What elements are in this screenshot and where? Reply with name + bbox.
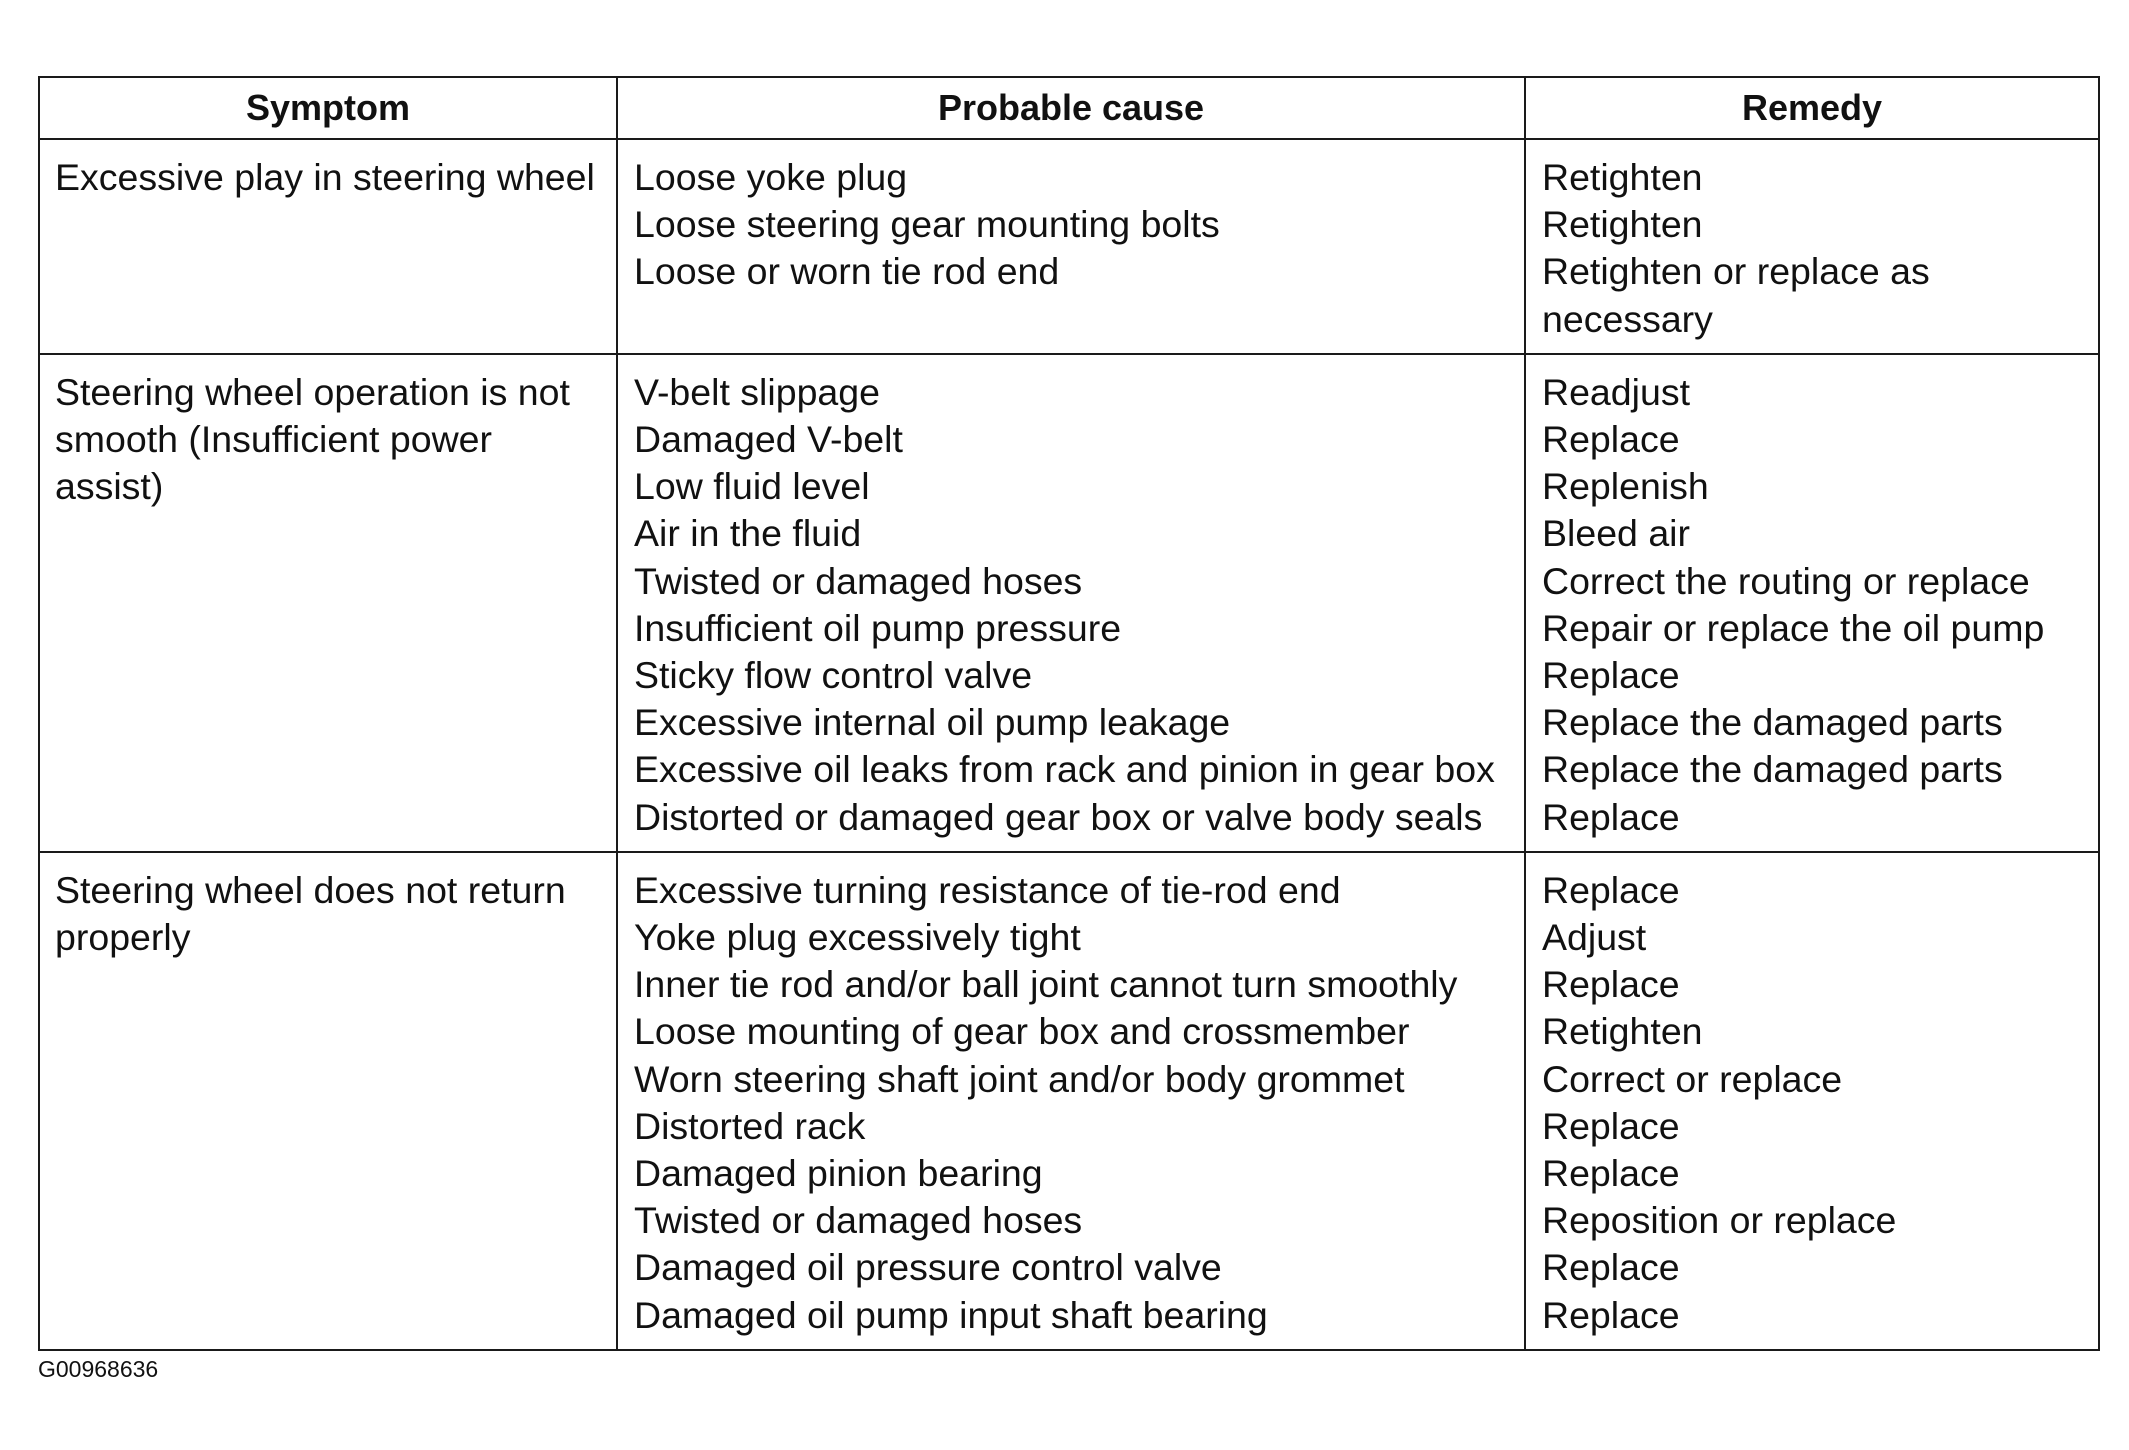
remedy-cell [1525, 354, 2099, 852]
table-row [39, 852, 2099, 1350]
cause-item: Damaged V-belt [634, 418, 903, 461]
remedy-item: Replace [1542, 1246, 1680, 1289]
header-symptom: Symptom [39, 77, 617, 139]
remedy-item: Adjust [1542, 916, 1647, 959]
cause-item: Damaged pinion bearing [634, 1152, 1043, 1195]
cause-cell [617, 354, 1525, 852]
symptom-text: Excessive play in steering wheel [55, 156, 595, 198]
remedy-item: Reposition or replace [1542, 1199, 1897, 1242]
remedy-item: Repair or replace the oil pump [1542, 606, 2045, 649]
cause-item: Loose mounting of gear box and crossmember [634, 1010, 1410, 1053]
symptom-text: Steering wheel does not return properly [55, 868, 566, 959]
cause-item: Loose steering gear mounting bolts [634, 203, 1220, 246]
troubleshooting-table [38, 76, 2100, 1351]
cause-cell [617, 852, 1525, 1350]
remedy-item: Replace [1542, 1104, 1680, 1147]
remedy-item: Replace [1542, 654, 1680, 697]
symptom-text: Steering wheel operation is not smooth (Insufficient power assist) [55, 370, 570, 508]
symptom-cell [39, 139, 617, 354]
remedy-item: Replenish [1542, 465, 1709, 508]
remedy-item: Retighten [1542, 156, 1703, 198]
cause-item: Excessive turning resistance of tie-rod end [634, 868, 1341, 911]
figure-id-label: G00968636 [38, 1356, 159, 1382]
cause-item: Damaged oil pump input shaft bearing [634, 1293, 1268, 1336]
remedy-item: Retighten [1542, 1010, 1703, 1053]
cause-item: Yoke plug excessively tight [634, 916, 1081, 959]
remedy-item: Replace the damaged parts [1542, 748, 2003, 791]
table-row [39, 139, 2099, 354]
cause-item: Excessive oil leaks from rack and pinion in gear box [634, 748, 1495, 791]
symptom-cell [39, 354, 617, 852]
cause-item: Damaged oil pressure control valve [634, 1246, 1222, 1289]
cause-item: Twisted or damaged hoses [634, 1199, 1083, 1242]
cause-item: Insufficient oil pump pressure [634, 606, 1122, 649]
cause-cell [617, 139, 1525, 354]
remedy-item: Retighten or replace as necessary [1542, 250, 1930, 340]
cause-item: V-belt slippage [634, 370, 881, 413]
header-remedy: Remedy [1525, 77, 2099, 139]
cause-item: Low fluid level [634, 465, 870, 508]
header-probable-cause: Probable cause [617, 77, 1525, 139]
cause-item: Worn steering shaft joint and/or body grommet [634, 1057, 1405, 1100]
cause-item: Distorted or damaged gear box or valve body seals [634, 795, 1483, 838]
symptom-cell [39, 852, 617, 1350]
remedy-item: Bleed air [1542, 512, 1691, 555]
remedy-cell [1525, 139, 2099, 354]
remedy-item: Correct the routing or replace [1542, 559, 2030, 602]
table-row [39, 354, 2099, 852]
remedy-item: Replace [1542, 963, 1680, 1006]
remedy-cell [1525, 852, 2099, 1350]
cause-item: Sticky flow control valve [634, 654, 1033, 697]
remedy-item: Readjust [1542, 370, 1691, 413]
table-header-row [39, 77, 2099, 139]
remedy-item: Replace [1542, 418, 1680, 461]
cause-item: Distorted rack [634, 1104, 866, 1147]
cause-item: Inner tie rod and/or ball joint cannot turn smoothly [634, 963, 1458, 1006]
remedy-item: Replace [1542, 1293, 1680, 1336]
cause-item: Loose yoke plug [634, 156, 908, 198]
remedy-item: Correct or replace [1542, 1057, 1843, 1100]
remedy-item: Replace [1542, 1152, 1680, 1195]
cause-item: Loose or worn tie rod end [634, 250, 1060, 293]
remedy-item: Replace [1542, 868, 1680, 911]
remedy-item: Replace the damaged parts [1542, 701, 2003, 744]
cause-item: Twisted or damaged hoses [634, 559, 1083, 602]
remedy-item: Replace [1542, 795, 1680, 838]
remedy-item: Retighten [1542, 203, 1703, 246]
cause-item: Air in the fluid [634, 512, 862, 555]
cause-item: Excessive internal oil pump leakage [634, 701, 1231, 744]
